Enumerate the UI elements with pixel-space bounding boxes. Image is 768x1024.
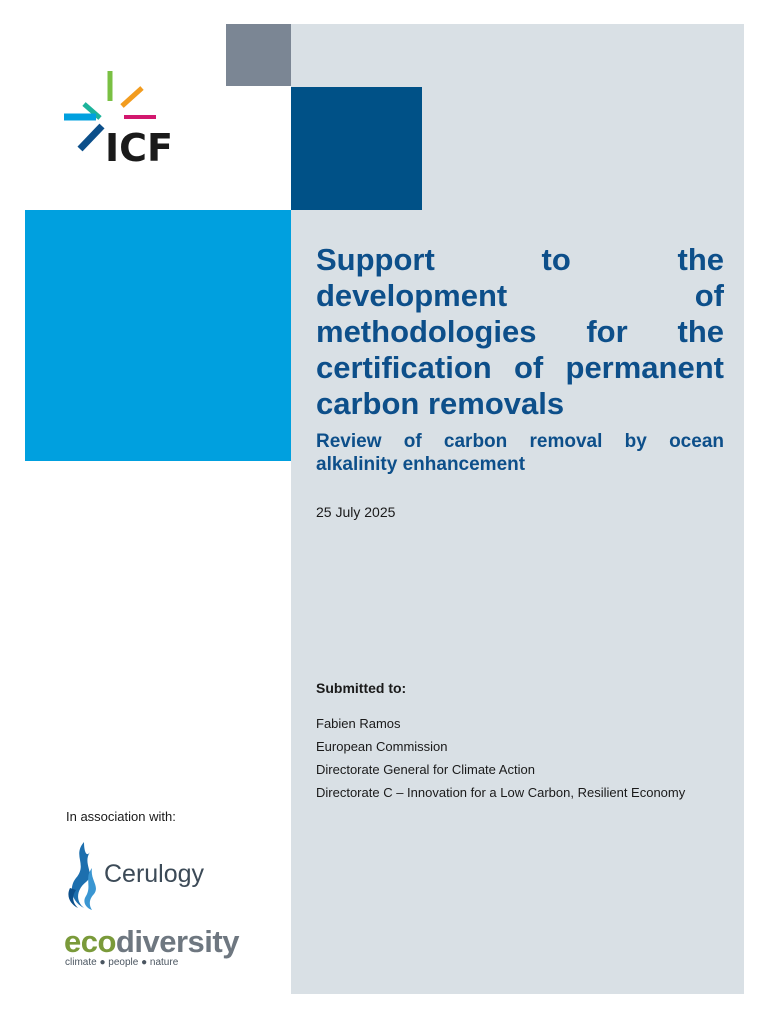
icf-logo-text: ICF	[105, 126, 173, 166]
cerulogy-logo	[62, 838, 222, 912]
recipient-line: Directorate C – Innovation for a Low Carbon, Resilient Economy	[316, 785, 686, 800]
document-date: 25 July 2025	[316, 504, 396, 520]
recipient-line: Fabien Ramos	[316, 716, 401, 731]
document-subtitle: Review of carbon removal by ocean alkalinity enhancement	[316, 431, 724, 475]
icf-logo	[60, 66, 190, 166]
recipient-line: European Commission	[316, 739, 448, 754]
document-title: Support to the development of methodologies for the certification of permanent carbon removals	[316, 242, 724, 421]
decorative-gray-square	[226, 24, 291, 86]
decorative-blue-square	[25, 210, 291, 461]
ecodiversity-tagline: climate ● people ● nature	[65, 957, 179, 968]
recipient-line: Directorate General for Climate Action	[316, 762, 535, 777]
ecodiversity-name-diversity: diversity	[115, 924, 239, 959]
submitted-to-label: Submitted to:	[316, 680, 407, 696]
cerulogy-name: Cerulogy	[104, 860, 205, 888]
recipient-list	[316, 712, 685, 804]
decorative-navy-square	[291, 87, 422, 210]
icf-starburst-icon	[60, 66, 190, 166]
ecodiversity-name	[64, 924, 239, 960]
ecodiversity-name-eco: eco	[64, 924, 116, 959]
association-label: In association with:	[66, 809, 176, 824]
ecodiversity-logo	[64, 924, 264, 974]
cerulogy-wave-icon	[62, 838, 102, 912]
